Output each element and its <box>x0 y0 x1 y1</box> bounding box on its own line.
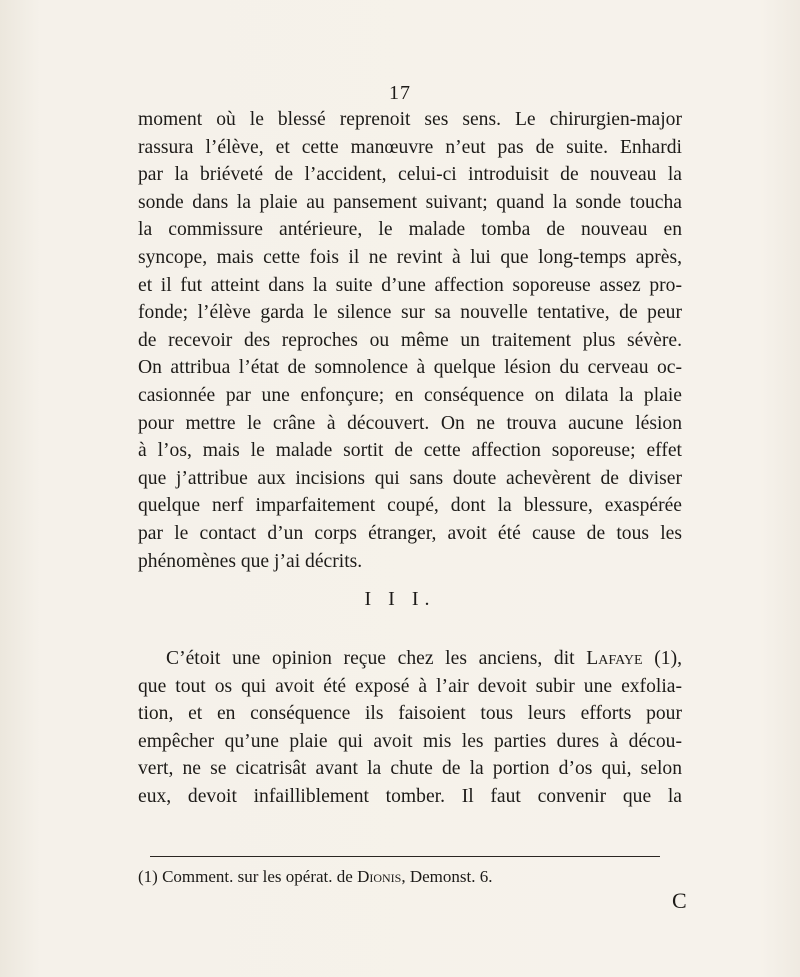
text-line: par le contact d’un corps étranger, avoit été cause de tous les <box>138 522 682 544</box>
text-line: la commissure antérieure, le malade tomba de nouveau en <box>138 219 682 241</box>
text-line: eux, devoit infailliblement tomber. Il faut convenir que la <box>138 785 682 807</box>
text-line: par la briéveté de l’accident, celui-ci introduisit de nouveau la <box>138 164 682 186</box>
text-line: sonde dans la plaie au pansement suivant; quand la sonde toucha <box>138 191 682 213</box>
footnote <box>138 866 698 888</box>
text-line: de recevoir des reproches ou même un traitement plus sévère. <box>138 329 682 351</box>
text-line: pour mettre le crâne à découvert. On ne trouva aucune lésion <box>138 412 682 434</box>
text-line: moment où le blessé reprenoit ses sens. Le chirurgien-major <box>138 109 682 130</box>
author-name: Lafaye <box>586 648 643 669</box>
text-line: et il fut atteint dans la suite d’une affection soporeuse assez pro- <box>138 274 682 296</box>
text-line: rassura l’élève, et cette manœuvre n’eut pas de suite. Enhardi <box>138 136 682 158</box>
footnote-rule <box>150 856 660 857</box>
page-number: 17 <box>389 82 411 104</box>
text-line: empêcher qu’une plaie qui avoit mis les parties dures à décou- <box>138 730 682 752</box>
text-line: que tout os qui avoit été exposé à l’air devoit subir une exfolia- <box>138 675 682 697</box>
text-line: phénomènes que j’ai décrits. <box>138 550 363 572</box>
footnote-reference: (1), <box>642 648 682 669</box>
text-line-first <box>138 645 682 673</box>
text-segment: C’étoit une opinion reçue chez les anciens, dit <box>166 648 587 669</box>
text-line: casionnée par une enfonçure; en conséquence on dilata la plaie <box>138 384 682 406</box>
text-line: que j’attribue aux incisions qui sans doute achevèrent de diviser <box>138 467 682 489</box>
text-line: quelque nerf imparfaitement coupé, dont la blessure, exaspérée <box>138 495 682 517</box>
text-line: tion, et en conséquence ils faisoient tous leurs efforts pour <box>138 703 682 725</box>
paragraph-1 <box>138 106 682 575</box>
footnote-text: (1) Comment. sur les opérat. de <box>138 867 358 886</box>
signature-mark: C <box>672 888 687 913</box>
footnote-author: Dionis <box>357 867 402 886</box>
text-line: syncope, mais cette fois il ne revint à lui que long-temps après, <box>138 246 682 268</box>
text-line: vert, ne se cicatrisât avant la chute de la portion d’os qui, selon <box>138 758 682 780</box>
footnote-text-end: , Demonst. 6. <box>401 867 493 886</box>
paragraph-2 <box>138 645 682 811</box>
text-line: fonde; l’élève garda le silence sur sa nouvelle tentative, de peur <box>138 302 682 324</box>
text-line: à l’os, mais le malade sortit de cette affection soporeuse; effet <box>138 440 682 462</box>
text-line: On attribua l’état de somnolence à quelque lésion du cerveau oc- <box>138 357 682 379</box>
section-heading: I I I. <box>364 588 436 610</box>
